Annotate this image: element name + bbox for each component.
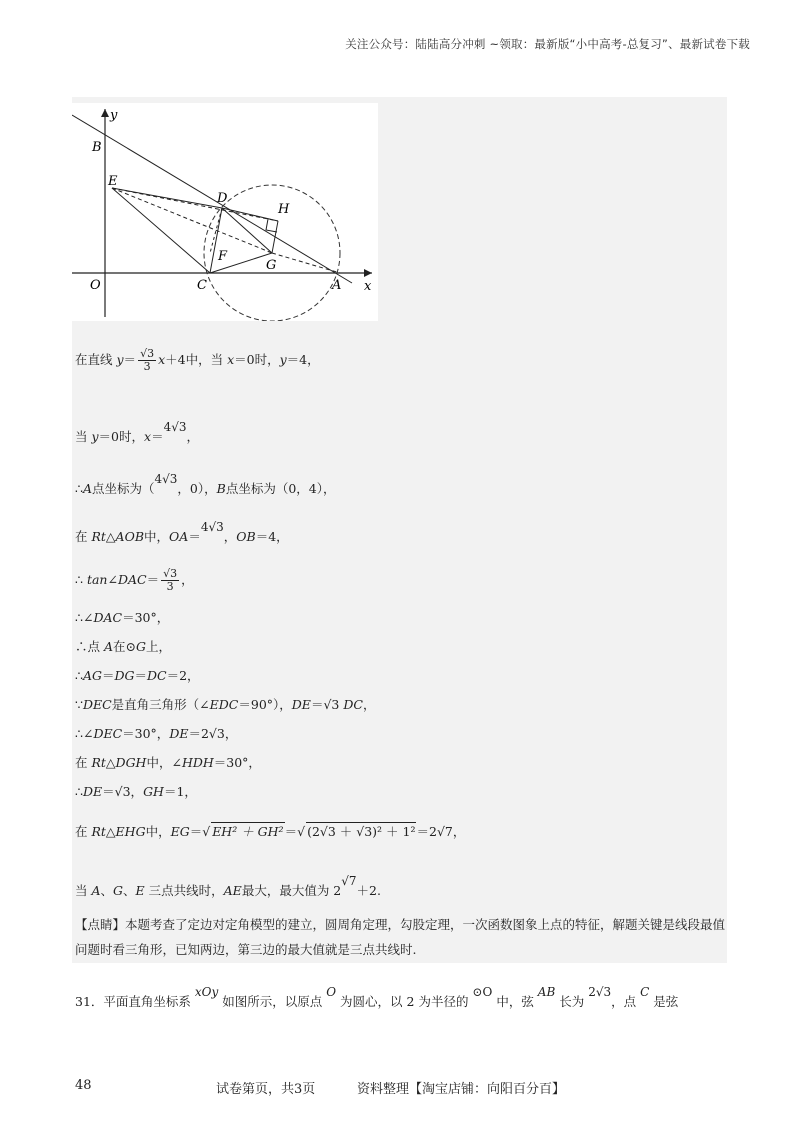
label-x: x bbox=[364, 279, 372, 294]
solution-line-2: 当 y＝0时，x＝4√3， bbox=[75, 420, 200, 444]
segment-EC bbox=[112, 188, 210, 273]
y-axis-arrow bbox=[101, 109, 109, 117]
fraction-root3-over-3: $\frac{√3}{3}$ bbox=[163, 567, 178, 593]
segment-HG bbox=[272, 221, 278, 253]
footer-page-info: 试卷第页，共3页 bbox=[216, 1082, 316, 1097]
figure-svg bbox=[72, 103, 378, 321]
line-AB bbox=[72, 115, 352, 283]
label-F: F bbox=[218, 249, 228, 264]
key-point-note: 【点睛】本题考查了定边对定角模型的建立，圆周角定理，勾股定理，一次函数图象上点的特征，解题关键是线段最值问题时看三角形，已知两边，第三边的最大值就是三点共线时. bbox=[75, 917, 726, 957]
solution-line-9: ∵DEC是直角三角形（∠EDC＝90°），DE＝√3 DC， bbox=[75, 697, 376, 712]
solution-line-12: ∴DE＝√3，GH＝1， bbox=[75, 784, 197, 799]
segment-EH bbox=[112, 188, 278, 221]
label-O: O bbox=[90, 278, 101, 293]
label-A: A bbox=[332, 278, 342, 293]
solution-line-11: 在 Rt△DGH中，∠HDH＝30°， bbox=[75, 755, 261, 770]
solution-line-8: ∴AG＝DG＝DC＝2， bbox=[75, 668, 200, 683]
label-E: E bbox=[108, 174, 118, 189]
solution-line-1: 在直线 y＝ $\frac{√3}{3}$ x＋4中，当 x＝0时，y＝4， bbox=[75, 347, 320, 373]
question-31: 31．平面直角坐标系 xOy 如图所示，以原点 O 为圆心，以 2 为半径的 ⊙O 中，弦 AB 长为 2√3，点 C 是弦 bbox=[75, 985, 679, 1009]
footer-source: 资料整理【淘宝店铺：向阳百分百】 bbox=[357, 1082, 566, 1097]
solution-line-5: ∴ tan∠DAC＝ $\frac{√3}{3}$ ， bbox=[75, 567, 194, 593]
solution-line-3: ∴A点坐标为（4√3，0），B点坐标为（0，4）， bbox=[75, 472, 336, 496]
label-D: D bbox=[217, 191, 228, 206]
label-y: y bbox=[110, 108, 118, 123]
solution-line-10: ∴∠DEC＝30°，DE＝2√3， bbox=[75, 726, 238, 741]
solution-line-7: ∴点 A在⊙G上， bbox=[75, 639, 172, 654]
segment-DH bbox=[222, 208, 278, 221]
solution-line-4: 在 Rt△AOB中，OA＝4√3，OB＝4， bbox=[75, 520, 289, 544]
page-header: 关注公众号：陆陆高分冲刺 ~领取：最新版“小中高考-总复习”、最新试卷下载 bbox=[345, 37, 750, 51]
solution-line-14: 当 A、G、E 三点共线时，AE最大，最大值为 2√7＋2. bbox=[75, 874, 381, 898]
geometry-figure bbox=[72, 103, 378, 321]
x-axis-arrow bbox=[364, 269, 372, 277]
right-angle-mark bbox=[266, 219, 277, 232]
solution-line-13: 在 Rt△EHG中，EG＝√ EH² ＋ GH²＝√ (2√3 ＋ √3)² ＋ 1²＝2√7， bbox=[75, 824, 466, 839]
label-B: B bbox=[92, 140, 102, 155]
label-G: G bbox=[266, 258, 277, 273]
label-H: H bbox=[278, 202, 290, 217]
page-number: 48 bbox=[75, 1078, 92, 1093]
fraction-root3-over-3: $\frac{√3}{3}$ bbox=[140, 347, 155, 373]
solution-line-6: ∴∠DAC＝30°， bbox=[75, 610, 170, 625]
label-C: C bbox=[197, 278, 207, 293]
